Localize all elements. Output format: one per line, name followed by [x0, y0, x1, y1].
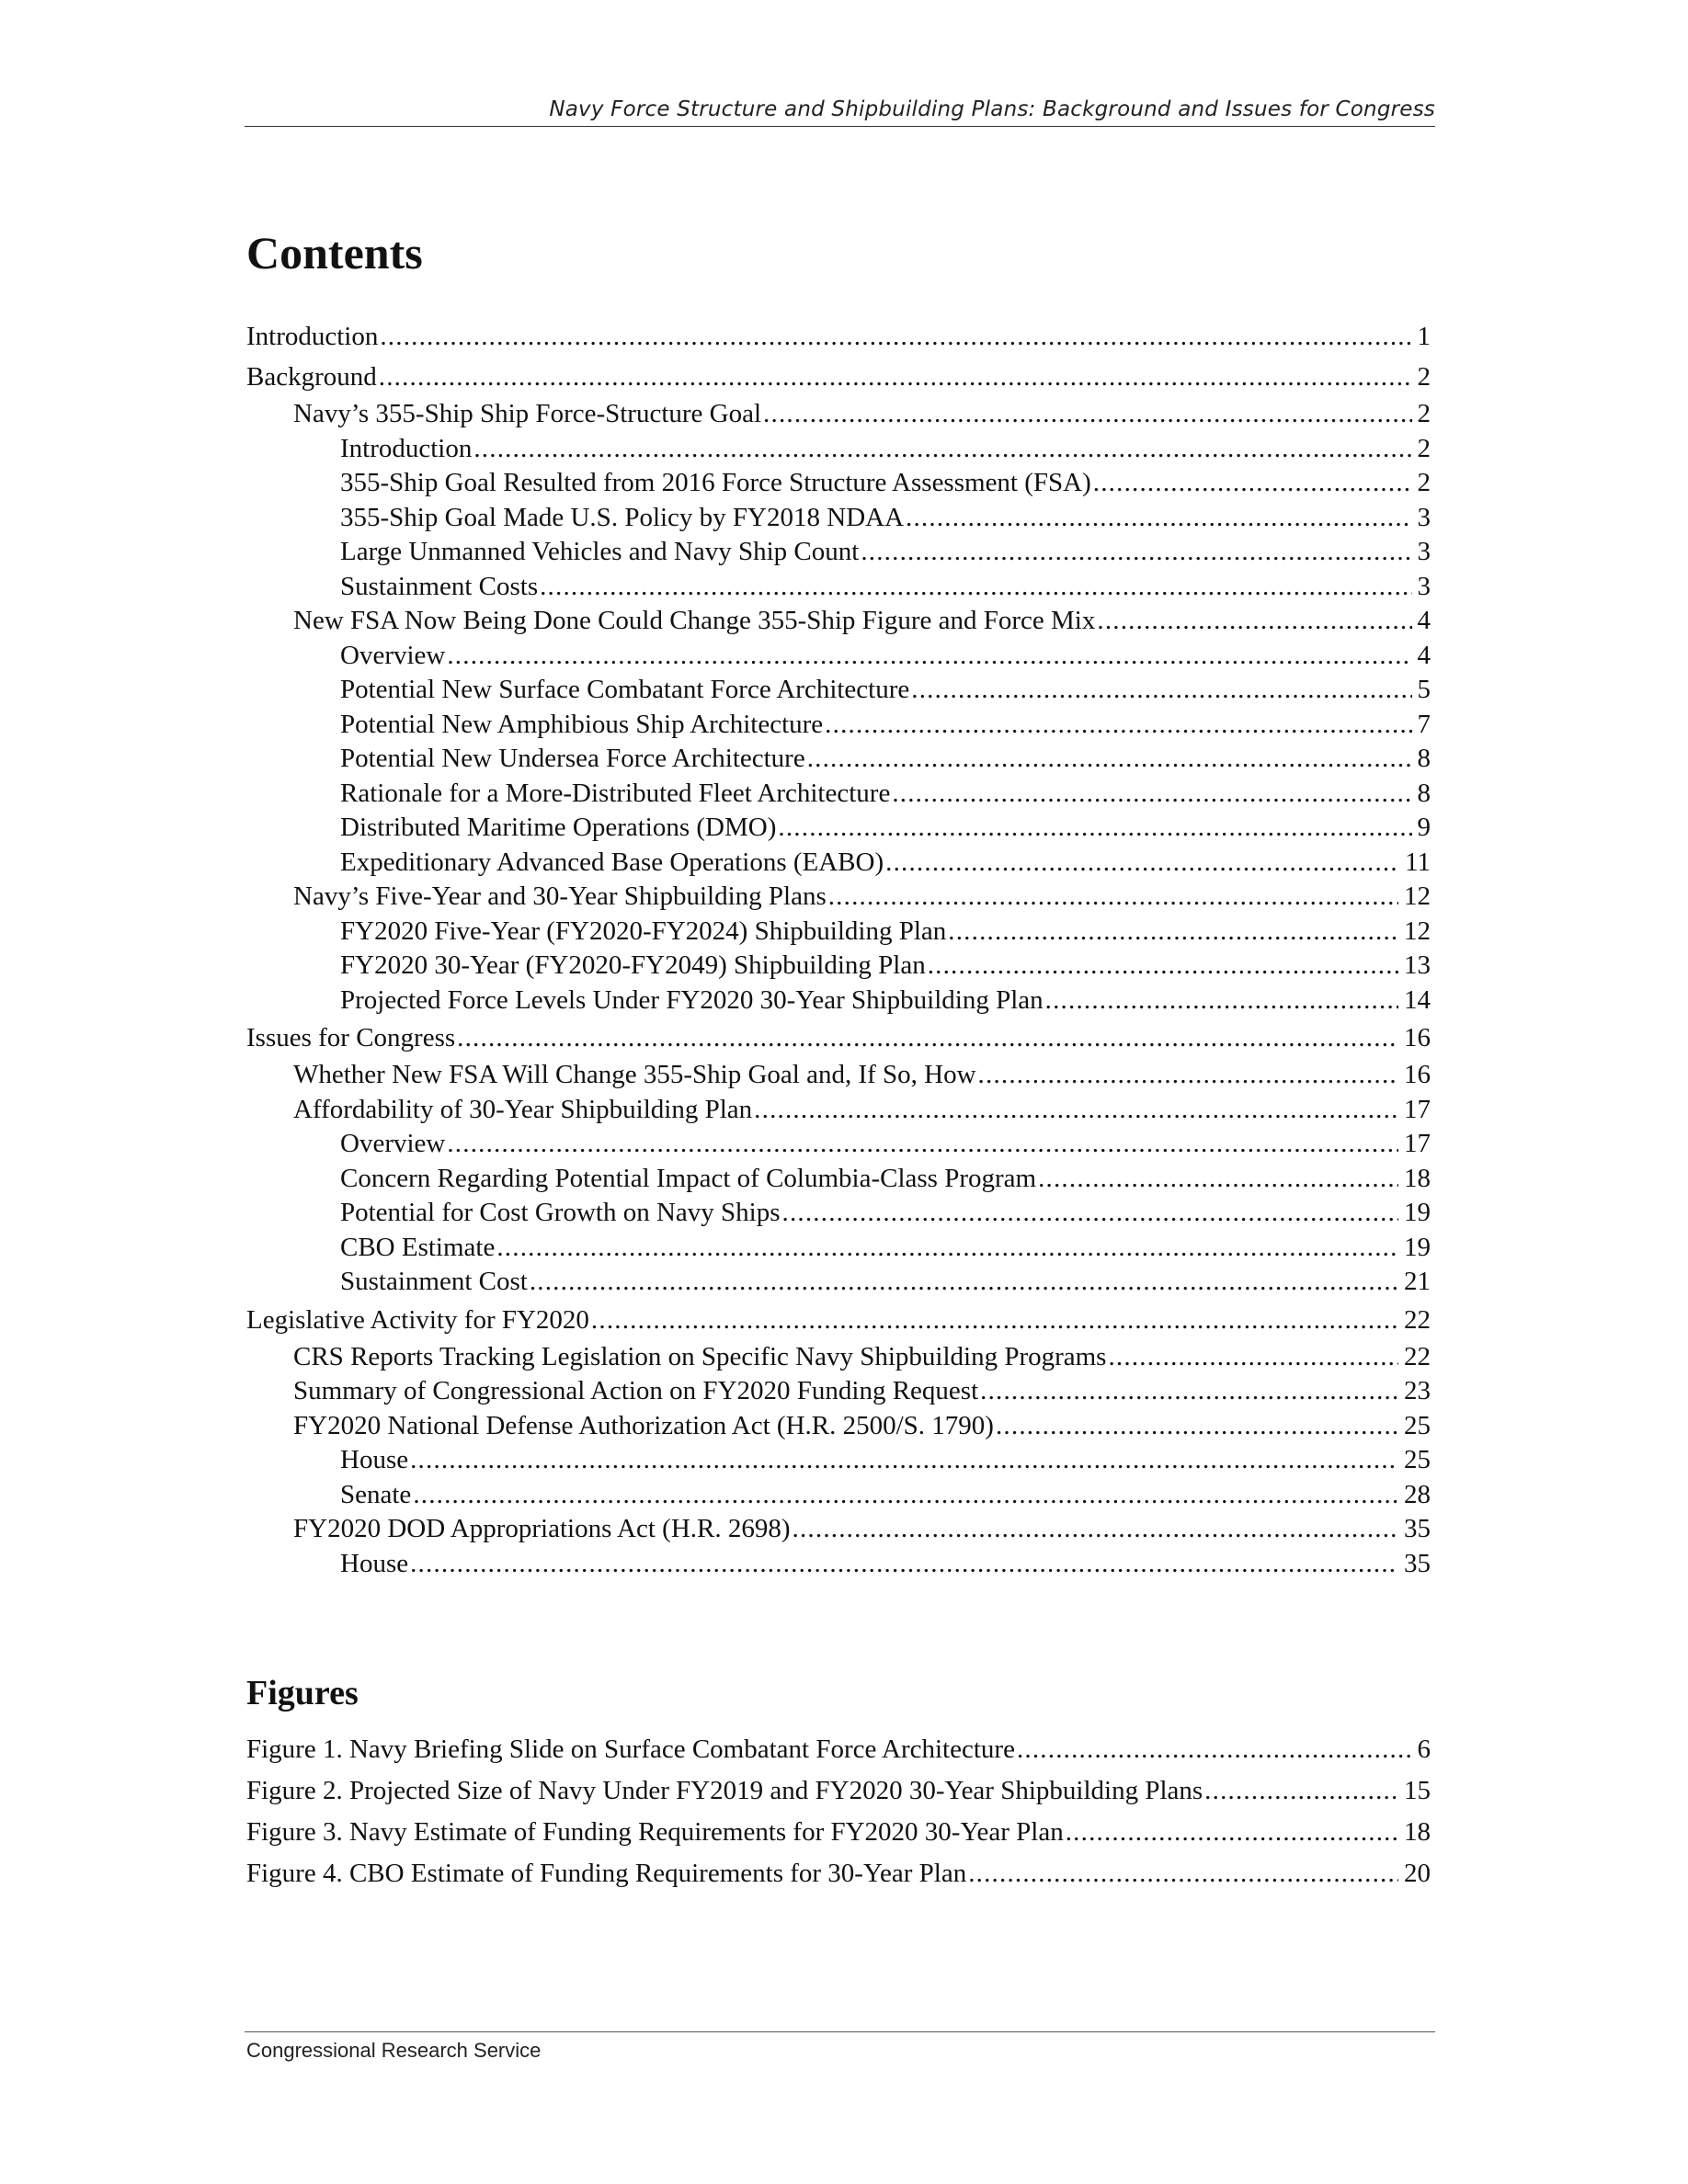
dot-leader	[968, 1853, 1398, 1894]
table-of-contents	[246, 316, 1431, 1581]
figure-entry[interactable]	[246, 1729, 1431, 1770]
toc-entry[interactable]	[246, 708, 1431, 743]
toc-page-number: 7	[1417, 709, 1431, 739]
toc-entry[interactable]	[246, 1265, 1431, 1300]
toc-entry-title: Whether New FSA Will Change 355-Ship Goal and, If So, How	[293, 1060, 976, 1089]
figure-entry-title: Figure 3. Navy Estimate of Funding Requirements for FY2020 30-Year Plan	[246, 1817, 1064, 1847]
dot-leader	[978, 1058, 1398, 1093]
toc-entry[interactable]	[246, 1300, 1431, 1340]
toc-entry-title: Navy’s Five-Year and 30-Year Shipbuilding Plans	[293, 882, 827, 911]
toc-page-number: 16	[1404, 1023, 1431, 1052]
toc-entry-title: Potential New Undersea Force Architecture	[340, 744, 805, 773]
toc-entry-title: 355-Ship Goal Made U.S. Policy by FY2018 NDAA	[340, 502, 905, 532]
toc-entry-title: Potential New Amphibious Ship Architecture	[340, 709, 824, 739]
dot-leader	[473, 432, 1411, 467]
toc-entry[interactable]	[246, 1340, 1431, 1375]
figure-page-number: 6	[1417, 1735, 1431, 1764]
footer-divider	[245, 2031, 1435, 2032]
dot-leader	[763, 397, 1411, 432]
toc-entry[interactable]	[246, 1058, 1431, 1093]
dot-leader	[380, 316, 1411, 357]
toc-page-number: 3	[1417, 502, 1431, 532]
toc-page-number: 16	[1404, 1060, 1431, 1089]
dot-leader	[754, 1093, 1398, 1128]
toc-page-number: 21	[1404, 1267, 1431, 1296]
dot-leader	[911, 673, 1411, 708]
toc-page-number: 4	[1417, 606, 1431, 635]
toc-entry-title: FY2020 National Defense Authorization Act (H.R. 2500/S. 1790)	[293, 1410, 994, 1440]
toc-page-number: 17	[1404, 1094, 1431, 1124]
toc-entry[interactable]	[246, 316, 1431, 357]
toc-entry[interactable]	[246, 777, 1431, 812]
toc-entry-title: Potential for Cost Growth on Navy Ships	[340, 1198, 781, 1227]
toc-page-number: 3	[1417, 571, 1431, 601]
toc-entry-title: CRS Reports Tracking Legislation on Specific Navy Shipbuilding Programs	[293, 1341, 1107, 1371]
toc-entry-title: Concern Regarding Potential Impact of Columbia-Class Program	[340, 1163, 1037, 1193]
toc-entry-title: Legislative Activity for FY2020	[246, 1304, 589, 1335]
dot-leader	[782, 1196, 1399, 1231]
dot-leader	[1045, 984, 1398, 1018]
dot-leader	[457, 1018, 1398, 1058]
toc-entry-title: FY2020 Five-Year (FY2020-FY2024) Shipbuilding Plan	[340, 916, 947, 946]
toc-entry[interactable]	[246, 1443, 1431, 1478]
dot-leader	[413, 1478, 1398, 1513]
dot-leader	[996, 1409, 1398, 1444]
toc-entry-title: House	[340, 1445, 409, 1474]
toc-entry[interactable]	[246, 915, 1431, 950]
toc-entry-title: Issues for Congress	[246, 1023, 456, 1052]
toc-entry-title: Affordability of 30-Year Shipbuilding Plan	[293, 1094, 753, 1124]
header-divider	[245, 126, 1435, 127]
toc-page-number: 8	[1417, 744, 1431, 773]
toc-entry[interactable]	[246, 984, 1431, 1018]
toc-entry[interactable]	[246, 846, 1431, 881]
toc-entry-title: Potential New Surface Combatant Force Architecture	[340, 675, 910, 704]
toc-entry[interactable]	[246, 742, 1431, 777]
toc-page-number: 2	[1417, 362, 1431, 392]
dot-leader	[447, 639, 1411, 674]
dot-leader	[778, 811, 1411, 846]
toc-page-number: 11	[1405, 847, 1431, 877]
toc-entry-title: Background	[246, 362, 377, 392]
toc-entry-title: Sustainment Costs	[340, 571, 539, 601]
figure-entry[interactable]	[246, 1770, 1431, 1812]
figures-heading: Figures	[246, 1674, 359, 1712]
dot-leader	[825, 708, 1411, 743]
figure-page-number: 15	[1404, 1776, 1431, 1805]
toc-entry[interactable]	[246, 1231, 1431, 1266]
toc-entry[interactable]	[246, 432, 1431, 467]
toc-entry[interactable]	[246, 1512, 1431, 1547]
list-of-figures	[246, 1729, 1431, 1894]
dot-leader	[861, 535, 1411, 570]
toc-entry[interactable]	[246, 1374, 1431, 1409]
toc-entry-title: Expeditionary Advanced Base Operations (EABO)	[340, 847, 884, 877]
dot-leader	[1066, 1812, 1398, 1853]
dot-leader	[591, 1300, 1398, 1340]
toc-entry[interactable]	[246, 1409, 1431, 1444]
toc-page-number: 35	[1404, 1548, 1431, 1578]
dot-leader	[948, 915, 1398, 950]
figure-entry[interactable]	[246, 1853, 1431, 1894]
toc-entry-title: Summary of Congressional Action on FY2020 Funding Request	[293, 1376, 979, 1405]
running-header: Navy Force Structure and Shipbuilding Plans: Background and Issues for Congress	[549, 97, 1435, 121]
dot-leader	[1108, 1340, 1398, 1375]
dot-leader	[885, 846, 1399, 881]
footer-publisher: Congressional Research Service	[246, 2039, 542, 2062]
toc-page-number: 8	[1417, 778, 1431, 808]
toc-entry[interactable]	[246, 1547, 1431, 1582]
dot-leader	[410, 1547, 1398, 1582]
figure-entry-title: Figure 1. Navy Briefing Slide on Surface Combatant Force Architecture	[246, 1735, 1015, 1764]
toc-entry[interactable]	[246, 1478, 1431, 1513]
toc-entry[interactable]	[246, 639, 1431, 674]
toc-entry-title: Overview	[340, 1129, 446, 1158]
toc-page-number: 1	[1417, 322, 1431, 351]
contents-heading: Contents	[246, 227, 423, 279]
toc-page-number: 28	[1404, 1479, 1431, 1509]
toc-entry-title: CBO Estimate	[340, 1232, 496, 1262]
toc-entry[interactable]	[246, 570, 1431, 605]
toc-entry[interactable]	[246, 1127, 1431, 1162]
toc-page-number: 19	[1404, 1232, 1431, 1262]
toc-entry[interactable]	[246, 1093, 1431, 1128]
toc-entry-title: FY2020 DOD Appropriations Act (H.R. 2698)	[293, 1514, 791, 1543]
toc-entry[interactable]	[246, 811, 1431, 846]
toc-page-number: 2	[1417, 468, 1431, 497]
figure-entry-title: Figure 4. CBO Estimate of Funding Requirements for 30-Year Plan	[246, 1859, 967, 1888]
toc-page-number: 25	[1404, 1445, 1431, 1474]
dot-leader	[928, 949, 1398, 984]
toc-entry[interactable]	[246, 397, 1431, 432]
dot-leader	[410, 1443, 1398, 1478]
toc-entry-title: Introduction	[246, 322, 379, 351]
toc-entry-title: FY2020 30-Year (FY2020-FY2049) Shipbuilding Plan	[340, 950, 926, 980]
toc-entry[interactable]	[246, 673, 1431, 708]
toc-page-number: 17	[1404, 1129, 1431, 1158]
toc-entry[interactable]	[246, 535, 1431, 570]
toc-page-number: 18	[1404, 1163, 1431, 1193]
toc-entry[interactable]	[246, 1162, 1431, 1197]
toc-page-number: 35	[1404, 1514, 1431, 1543]
dot-leader	[807, 742, 1412, 777]
toc-entry[interactable]	[246, 466, 1431, 501]
toc-entry-title: Senate	[340, 1479, 412, 1509]
dot-leader	[793, 1512, 1398, 1547]
dot-leader	[980, 1374, 1398, 1409]
figure-page-number: 18	[1404, 1817, 1431, 1847]
toc-entry-title: Overview	[340, 640, 446, 670]
toc-page-number: 13	[1404, 950, 1431, 980]
dot-leader	[1204, 1770, 1398, 1812]
dot-leader	[379, 357, 1412, 397]
figure-entry-title: Figure 2. Projected Size of Navy Under FY2019 and FY2020 30-Year Shipbuilding Plans	[246, 1776, 1203, 1805]
toc-entry[interactable]	[246, 1196, 1431, 1231]
toc-page-number: 3	[1417, 537, 1431, 566]
dot-leader	[530, 1265, 1398, 1300]
toc-page-number: 23	[1404, 1376, 1431, 1405]
toc-entry-title: Projected Force Levels Under FY2020 30-Year Shipbuilding Plan	[340, 984, 1044, 1015]
toc-page-number: 9	[1417, 813, 1431, 842]
toc-entry[interactable]	[246, 1018, 1431, 1058]
toc-page-number: 19	[1404, 1198, 1431, 1227]
toc-page-number: 4	[1417, 640, 1431, 670]
toc-entry-title: Large Unmanned Vehicles and Navy Ship Count	[340, 537, 860, 566]
dot-leader	[540, 570, 1411, 605]
toc-page-number: 22	[1404, 1341, 1431, 1371]
dot-leader	[906, 501, 1411, 536]
toc-entry[interactable]	[246, 604, 1431, 639]
toc-entry[interactable]	[246, 501, 1431, 536]
toc-page-number: 25	[1404, 1410, 1431, 1440]
toc-entry-title: Navy’s 355-Ship Ship Force-Structure Goal	[293, 399, 762, 428]
toc-page-number: 22	[1404, 1304, 1431, 1335]
toc-entry-title: New FSA Now Being Done Could Change 355-Ship Figure and Force Mix	[293, 606, 1096, 635]
toc-page-number: 12	[1404, 882, 1431, 911]
dot-leader	[892, 777, 1411, 812]
toc-entry-title: Sustainment Cost	[340, 1267, 528, 1296]
toc-page-number: 14	[1404, 984, 1431, 1015]
toc-entry[interactable]	[246, 880, 1431, 915]
dot-leader	[1038, 1162, 1398, 1197]
toc-entry[interactable]	[246, 357, 1431, 397]
dot-leader	[1017, 1729, 1412, 1770]
dot-leader	[1097, 604, 1411, 639]
toc-entry-title: Distributed Maritime Operations (DMO)	[340, 813, 777, 842]
toc-entry-title: House	[340, 1548, 409, 1578]
toc-entry[interactable]	[246, 949, 1431, 984]
figure-page-number: 20	[1404, 1859, 1431, 1888]
toc-page-number: 12	[1404, 916, 1431, 946]
toc-page-number: 2	[1417, 433, 1431, 463]
dot-leader	[496, 1231, 1398, 1266]
dot-leader	[447, 1127, 1398, 1162]
dot-leader	[1093, 466, 1412, 501]
toc-page-number: 5	[1417, 675, 1431, 704]
dot-leader	[828, 880, 1398, 915]
figure-entry[interactable]	[246, 1812, 1431, 1853]
toc-entry-title: Introduction	[340, 433, 473, 463]
toc-entry-title: 355-Ship Goal Resulted from 2016 Force Structure Assessment (FSA)	[340, 468, 1091, 497]
toc-entry-title: Rationale for a More-Distributed Fleet Architecture	[340, 778, 891, 808]
toc-page-number: 2	[1417, 399, 1431, 428]
